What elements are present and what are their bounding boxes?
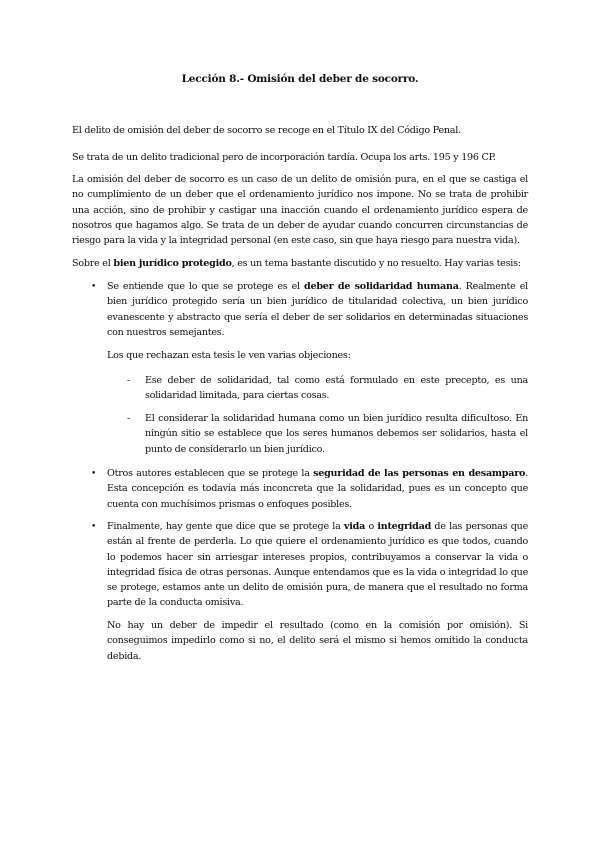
objection-1: Ese deber de solidaridad, tal como está formulado en este precepto, es una solidaridad limitada, para ciertas cosas.	[145, 375, 528, 402]
bold-term: vida	[343, 521, 366, 532]
bold-term: deber de solidaridad humana	[304, 281, 459, 292]
dash-marker: -	[127, 413, 131, 424]
bold-term: seguridad de las personas en desamparo	[313, 468, 526, 479]
text-run: de las personas que están al frente de perderla. Lo que quiere el ordenamiento jurídico es que todos, cuando lo podemos hacer sin arriesgar intereses propios, contribuyamos a conservar la vida o integridad física de otras personas. Aunque entendamos que es la vida o integridad lo que se protege, estamos ante un delito de omisión pura, de manera que el resultado no forma parte de la conducta omisiva.	[107, 521, 528, 609]
text-run: o	[365, 521, 378, 532]
bullet-marker: •	[91, 282, 97, 292]
bold-term: integridad	[377, 521, 432, 532]
text-run: Otros autores establecen que se protege la	[107, 468, 314, 479]
objection-2: El considerar la solidaridad humana como un bien jurídico resulta dificultoso. En ningún sitio se establece que los seres humanos debemos ser solidarios, hasta el punto de considerarlo un bien jurídico.	[145, 413, 528, 455]
page-title: Lección 8.- Omisión del deber de socorro.	[181, 73, 419, 85]
bullet-seguridad	[107, 466, 528, 512]
paragraph-bien-juridico	[72, 256, 528, 271]
bullet-solidaridad	[107, 279, 528, 340]
dash-marker: -	[127, 375, 131, 386]
paragraph-definition: La omisión del deber de socorro es un caso de un delito de omisión pura, en el que se castiga el no cumplimiento de un deber que el ordenamiento jurídico nos impone. No se trata de prohibir una acción, sino de prohibir y castigar una inacción cuando el ordenamiento jurídico espera de nosotros que hagamos algo. Se trata de un deber de ayudar cuando concurren circunstancias de riesgo para la vida y la integridad personal (en este caso, sin que haya riesgo para nuestra vida).	[72, 174, 528, 247]
text-run: . Realmente el bien jurídico protegido sería un bien jurídico de titularidad colectiva, un bien jurídico evanescente y abstracto que sería el deber de ser solidarios en determinadas situaciones con nuestros semejantes.	[107, 281, 528, 338]
bullet-vida-integridad	[107, 519, 528, 611]
text-run: , es un tema bastante discutido y no resuelto. Hay varias tesis:	[231, 258, 521, 269]
text-run: . Esta concepción es todavía más inconcreta que la solidaridad, pues es un concepto que cuenta con muchísimos prismas o enfoques posibles.	[107, 468, 528, 510]
paragraph-articles: Se trata de un delito tradicional pero de incorporación tardía. Ocupa los arts. 195 y 196 CP.	[72, 152, 496, 163]
paragraph-objeciones: Los que rechazan esta tesis le ven varias objeciones:	[107, 350, 351, 361]
paragraph-conclusion: No hay un deber de impedir el resultado (como en la comisión por omisión). Si conseguimos impedirlo como si no, el delito será el mismo si hemos omitido la conducta debida.	[107, 620, 528, 662]
paragraph-intro: El delito de omisión del deber de socorro se recoge en el Título IX del Código Penal.	[72, 125, 461, 136]
bold-term: bien jurídico protegido	[113, 258, 232, 269]
text-run: Sobre el	[72, 258, 114, 269]
bullet-marker: •	[91, 522, 97, 532]
text-run: Se entiende que lo que se protege es el	[107, 281, 305, 292]
bullet-marker: •	[91, 469, 97, 479]
text-run: Finalmente, hay gente que dice que se protege la	[107, 521, 344, 532]
